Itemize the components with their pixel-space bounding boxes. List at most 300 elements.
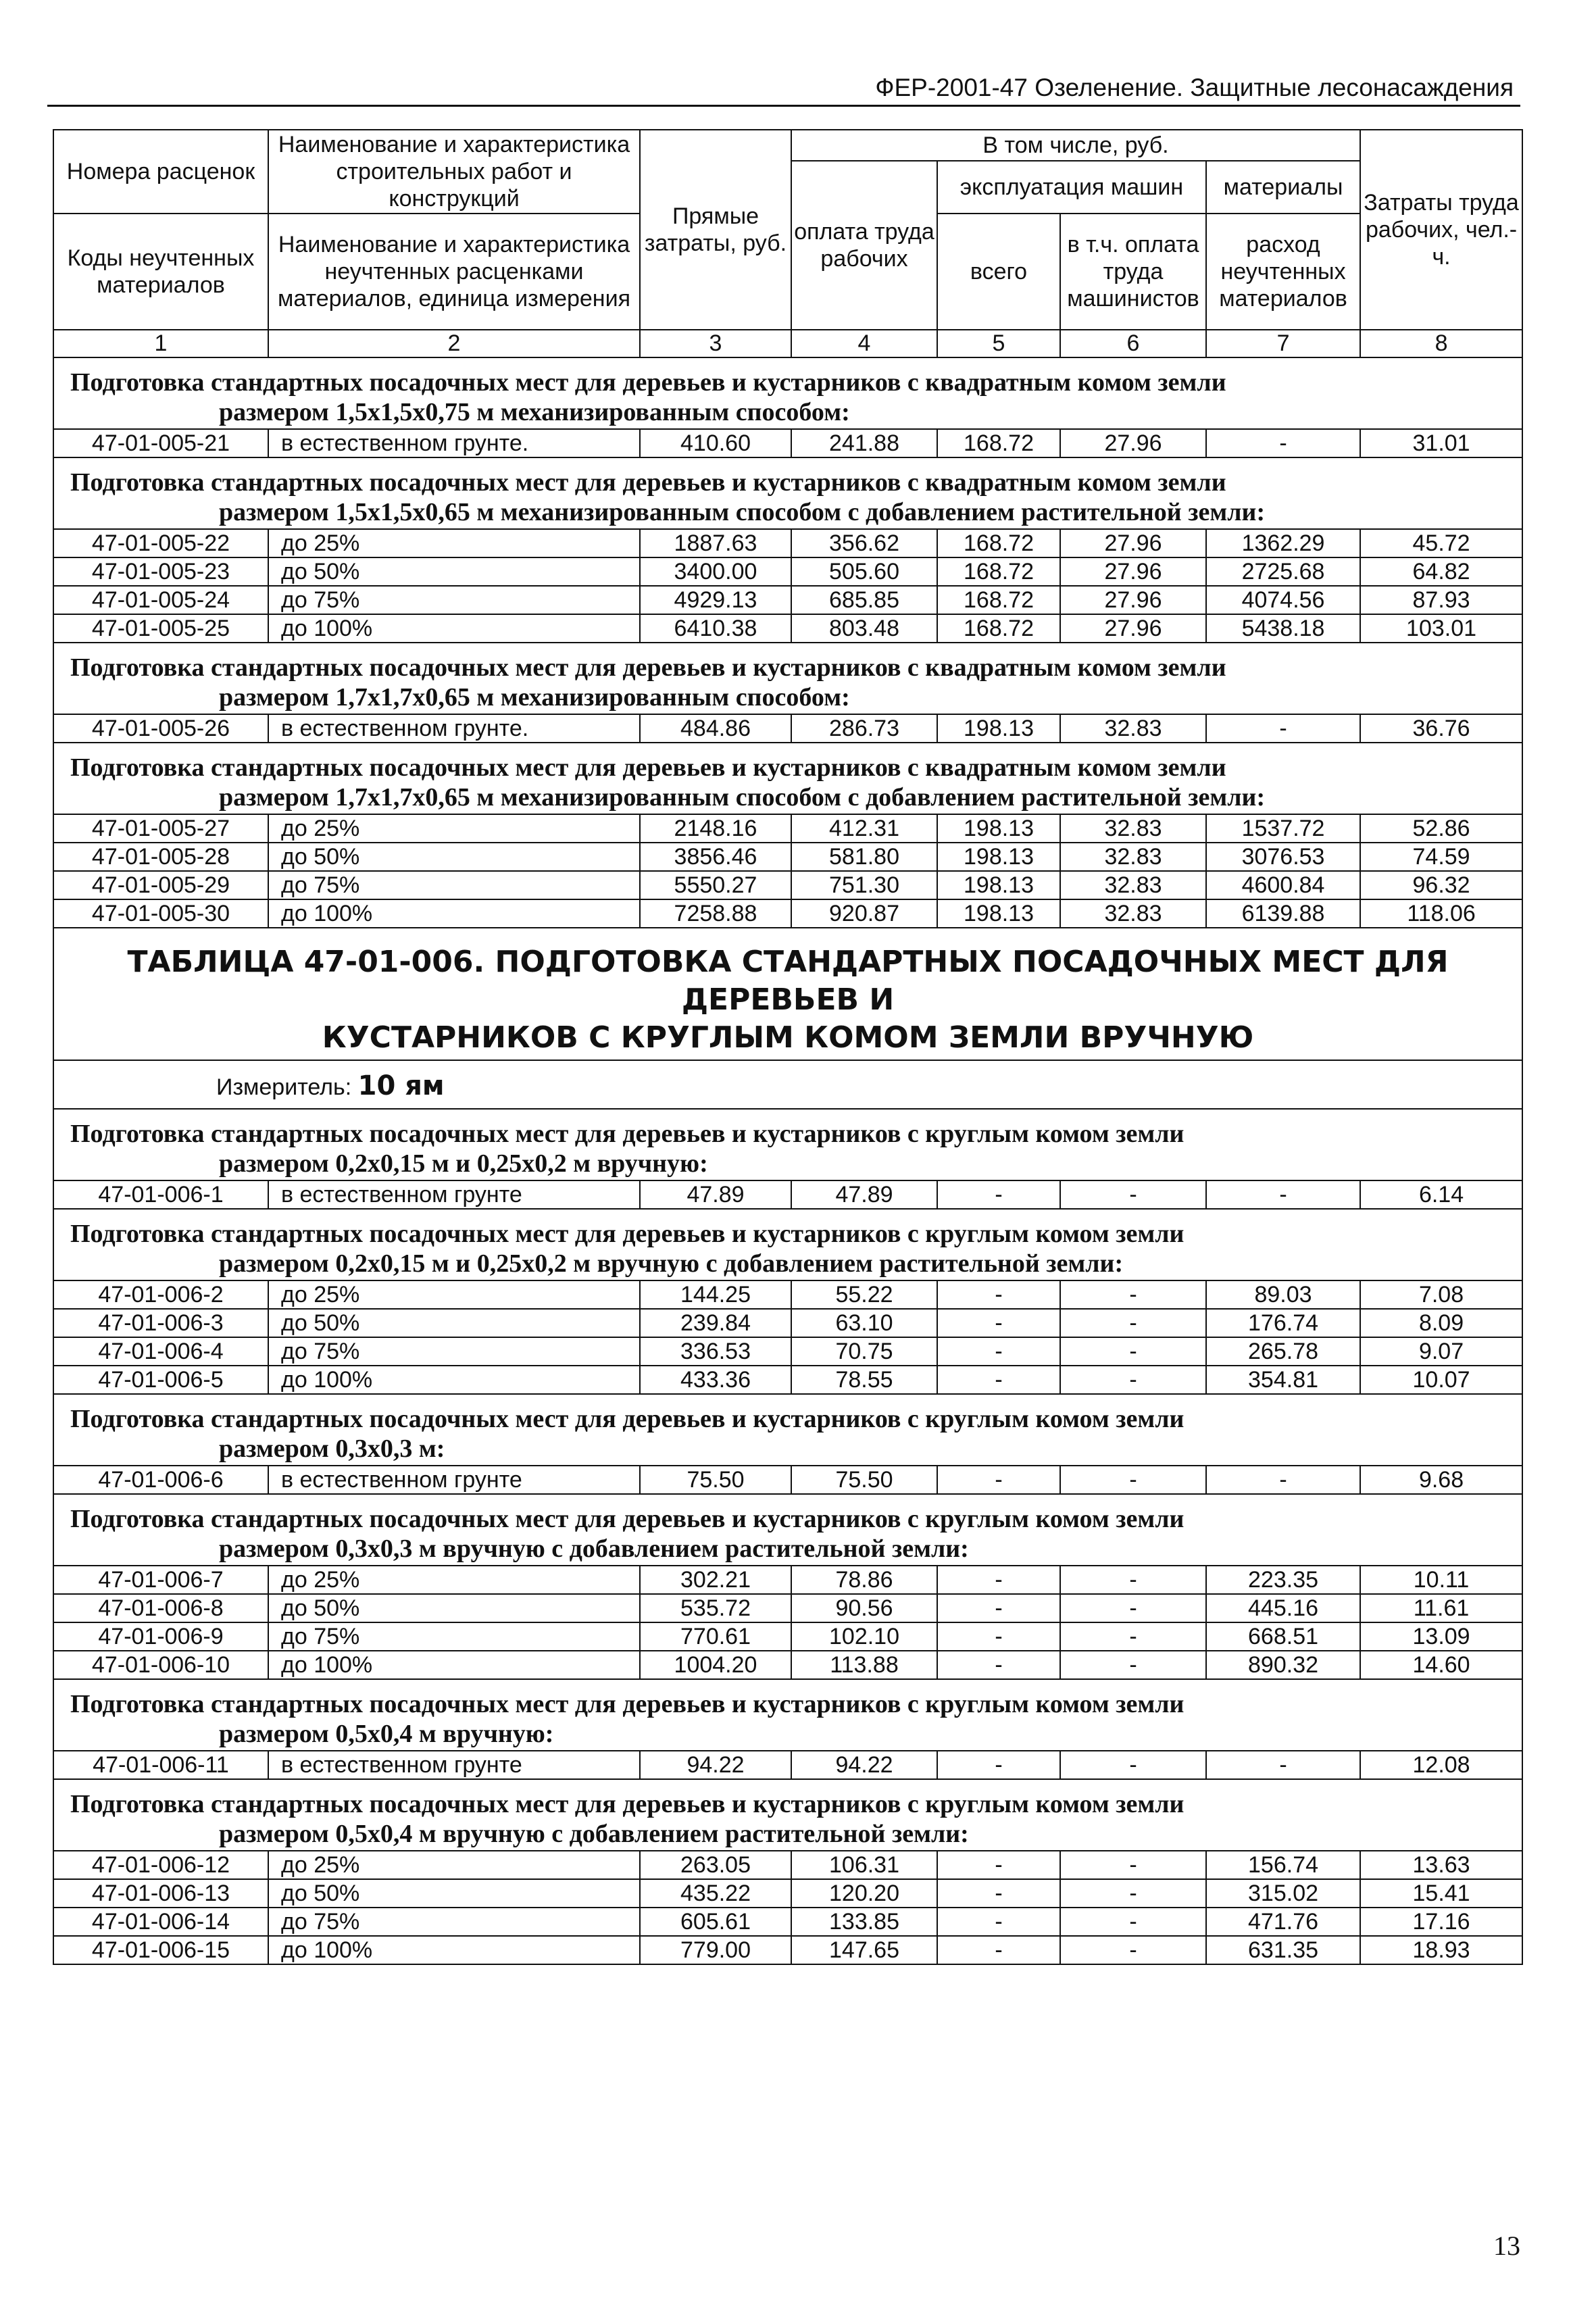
materials-cell: 631.35	[1206, 1936, 1360, 1964]
materials-cell: 354.81	[1206, 1366, 1360, 1394]
machinist-wage-cell: 32.83	[1060, 814, 1206, 843]
section-heading-row	[53, 1779, 1522, 1851]
rate-code-cell: 47-01-006-8	[53, 1594, 268, 1622]
labor-cell: 8.09	[1360, 1309, 1522, 1337]
column-number: 6	[1060, 330, 1206, 357]
machines-total-cell: 168.72	[937, 429, 1060, 457]
header-unaccounted-consumption: расход неучтенных материалов	[1206, 214, 1360, 330]
labor-cell: 17.16	[1360, 1908, 1522, 1936]
machinist-wage-cell: -	[1060, 1280, 1206, 1309]
direct-costs-cell: 3400.00	[640, 557, 791, 586]
wage-cell: 147.65	[791, 1936, 937, 1964]
labor-cell: 15.41	[1360, 1879, 1522, 1908]
machinist-wage-cell: -	[1060, 1309, 1206, 1337]
section-heading-line: размером 0,3х0,3 м вручную с добавлением растительной земли:	[219, 1535, 969, 1563]
section-heading-line: Подготовка стандартных посадочных мест для деревьев и кустарников с круглым комом земли	[70, 1405, 1184, 1433]
wage-cell: 102.10	[791, 1622, 937, 1651]
table-row	[53, 614, 1522, 643]
machines-total-cell: -	[937, 1337, 1060, 1366]
machinist-wage-cell: 32.83	[1060, 899, 1206, 928]
section-heading-row	[53, 457, 1522, 529]
rate-code-cell: 47-01-006-10	[53, 1651, 268, 1679]
wage-cell: 94.22	[791, 1751, 937, 1779]
work-description-cell: до 100%	[268, 1936, 640, 1964]
machines-total-cell: -	[937, 1936, 1060, 1964]
table-row	[53, 1280, 1522, 1309]
measure-label: Измеритель:	[216, 1074, 352, 1100]
machinist-wage-cell: -	[1060, 1366, 1206, 1394]
work-description-cell: до 75%	[268, 1908, 640, 1936]
direct-costs-cell: 3856.46	[640, 843, 791, 871]
work-description-cell: до 50%	[268, 843, 640, 871]
rate-code-cell: 47-01-005-21	[53, 429, 268, 457]
rate-code-cell: 47-01-005-24	[53, 586, 268, 614]
work-description-cell: до 100%	[268, 899, 640, 928]
wage-cell: 63.10	[791, 1309, 937, 1337]
work-description-cell: до 25%	[268, 1566, 640, 1594]
materials-cell: 471.76	[1206, 1908, 1360, 1936]
machines-total-cell: -	[937, 1566, 1060, 1594]
table-row	[53, 1936, 1522, 1964]
section-heading-line: размером 0,2х0,15 м и 0,25х0,2 м вручную с добавлением растительной земли:	[219, 1249, 1124, 1278]
work-description-cell: до 75%	[268, 586, 640, 614]
labor-cell: 9.07	[1360, 1337, 1522, 1366]
wage-cell: 803.48	[791, 614, 937, 643]
work-description-cell: до 75%	[268, 1622, 640, 1651]
direct-costs-cell: 1887.63	[640, 529, 791, 557]
direct-costs-cell: 336.53	[640, 1337, 791, 1366]
labor-cell: 87.93	[1360, 586, 1522, 614]
table-row	[53, 586, 1522, 614]
labor-cell: 14.60	[1360, 1651, 1522, 1679]
rate-code-cell: 47-01-006-3	[53, 1309, 268, 1337]
machines-total-cell: -	[937, 1908, 1060, 1936]
machines-total-cell: 168.72	[937, 529, 1060, 557]
section-heading-line: размером 0,5х0,4 м вручную:	[219, 1720, 554, 1748]
table-row	[53, 1366, 1522, 1394]
section-heading-line: размером 1,7х1,7х0,65 м механизированным способом с добавлением растительной земли:	[219, 783, 1266, 812]
machines-total-cell: -	[937, 1466, 1060, 1494]
table-title-line: КУСТАРНИКОВ С КРУГЛЫМ КОМОМ ЗЕМЛИ ВРУЧНУЮ	[322, 1020, 1254, 1055]
materials-cell: -	[1206, 1180, 1360, 1209]
machines-total-cell: -	[937, 1751, 1060, 1779]
labor-cell: 13.09	[1360, 1622, 1522, 1651]
machinist-wage-cell: 27.96	[1060, 586, 1206, 614]
wage-cell: 75.50	[791, 1466, 937, 1494]
labor-cell: 7.08	[1360, 1280, 1522, 1309]
labor-cell: 9.68	[1360, 1466, 1522, 1494]
section-heading-row	[53, 1109, 1522, 1180]
work-description-cell: до 50%	[268, 1879, 640, 1908]
machines-total-cell: -	[937, 1879, 1060, 1908]
section-heading	[53, 1494, 1522, 1566]
table-row	[53, 899, 1522, 928]
machines-total-cell: 198.13	[937, 843, 1060, 871]
wage-cell: 241.88	[791, 429, 937, 457]
machines-total-cell: 198.13	[937, 899, 1060, 928]
work-description-cell: до 100%	[268, 1651, 640, 1679]
table-row	[53, 814, 1522, 843]
header-unaccounted-materials: Наименование и характеристика неучтенных расценками материалов, единица измерения	[268, 214, 640, 330]
measure-unit	[53, 1060, 1522, 1109]
labor-cell: 45.72	[1360, 529, 1522, 557]
machines-total-cell: -	[937, 1309, 1060, 1337]
header-unaccounted-codes: Коды неучтенных материалов	[53, 214, 268, 330]
wage-cell: 78.86	[791, 1566, 937, 1594]
materials-cell: -	[1206, 1751, 1360, 1779]
rate-code-cell: 47-01-006-13	[53, 1879, 268, 1908]
section-heading	[53, 1109, 1522, 1180]
direct-costs-cell: 5550.27	[640, 871, 791, 899]
wage-cell: 106.31	[791, 1851, 937, 1879]
materials-cell: 2725.68	[1206, 557, 1360, 586]
labor-cell: 10.07	[1360, 1366, 1522, 1394]
materials-cell: 890.32	[1206, 1651, 1360, 1679]
rate-code-cell: 47-01-005-26	[53, 714, 268, 743]
wage-cell: 70.75	[791, 1337, 937, 1366]
labor-cell: 31.01	[1360, 429, 1522, 457]
table-title-row	[53, 928, 1522, 1060]
wage-cell: 286.73	[791, 714, 937, 743]
direct-costs-cell: 1004.20	[640, 1651, 791, 1679]
labor-cell: 74.59	[1360, 843, 1522, 871]
section-heading	[53, 1209, 1522, 1280]
section-heading-line: размером 0,5х0,4 м вручную с добавлением растительной земли:	[219, 1820, 969, 1848]
section-heading-line: размером 1,5х1,5х0,65 м механизированным способом с добавлением растительной земли:	[219, 498, 1266, 526]
machines-total-cell: -	[937, 1180, 1060, 1209]
table-row	[53, 1908, 1522, 1936]
materials-cell: 156.74	[1206, 1851, 1360, 1879]
machinist-wage-cell: -	[1060, 1851, 1206, 1879]
materials-cell: 265.78	[1206, 1337, 1360, 1366]
direct-costs-cell: 302.21	[640, 1566, 791, 1594]
wage-cell: 356.62	[791, 529, 937, 557]
work-description-cell: до 75%	[268, 1337, 640, 1366]
column-number: 3	[640, 330, 791, 357]
table-row	[53, 714, 1522, 743]
column-number: 8	[1360, 330, 1522, 357]
machinist-wage-cell: -	[1060, 1936, 1206, 1964]
direct-costs-cell: 484.86	[640, 714, 791, 743]
machinist-wage-cell: -	[1060, 1879, 1206, 1908]
direct-costs-cell: 4929.13	[640, 586, 791, 614]
direct-costs-cell: 7258.88	[640, 899, 791, 928]
labor-cell: 13.63	[1360, 1851, 1522, 1879]
machines-total-cell: -	[937, 1851, 1060, 1879]
rate-code-cell: 47-01-006-5	[53, 1366, 268, 1394]
machines-total-cell: -	[937, 1366, 1060, 1394]
section-heading	[53, 743, 1522, 814]
direct-costs-cell: 770.61	[640, 1622, 791, 1651]
materials-cell: 3076.53	[1206, 843, 1360, 871]
section-heading	[53, 457, 1522, 529]
wage-cell: 90.56	[791, 1594, 937, 1622]
page-number: 13	[1493, 2231, 1520, 2261]
direct-costs-cell: 433.36	[640, 1366, 791, 1394]
work-description-cell: в естественном грунте	[268, 1466, 640, 1494]
materials-cell: 445.16	[1206, 1594, 1360, 1622]
section-heading-line: Подготовка стандартных посадочных мест для деревьев и кустарников с квадратным комом земли	[70, 468, 1226, 497]
labor-cell: 10.11	[1360, 1566, 1522, 1594]
section-heading	[53, 1779, 1522, 1851]
section-heading-line: размером 1,5х1,5х0,75 м механизированным способом:	[219, 398, 850, 426]
section-heading	[53, 643, 1522, 714]
table-row	[53, 1879, 1522, 1908]
labor-cell: 52.86	[1360, 814, 1522, 843]
table-row	[53, 1751, 1522, 1779]
materials-cell: -	[1206, 1466, 1360, 1494]
table-row	[53, 1594, 1522, 1622]
section-heading	[53, 1679, 1522, 1751]
work-description-cell: в естественном грунте.	[268, 714, 640, 743]
header-work-name: Наименование и характеристика строительных работ и конструкций	[268, 130, 640, 214]
table-row	[53, 871, 1522, 899]
materials-cell: 1362.29	[1206, 529, 1360, 557]
direct-costs-cell: 605.61	[640, 1908, 791, 1936]
direct-costs-cell: 779.00	[640, 1936, 791, 1964]
column-number: 2	[268, 330, 640, 357]
section-heading-line: размером 0,2х0,15 м и 0,25х0,2 м вручную:	[219, 1149, 708, 1178]
table-row	[53, 429, 1522, 457]
rate-code-cell: 47-01-006-2	[53, 1280, 268, 1309]
section-heading-line: размером 0,3х0,3 м:	[219, 1435, 445, 1463]
machinist-wage-cell: -	[1060, 1908, 1206, 1936]
labor-cell: 12.08	[1360, 1751, 1522, 1779]
machinist-wage-cell: -	[1060, 1180, 1206, 1209]
header-direct-costs: Прямые затраты, руб.	[640, 130, 791, 330]
rate-code-cell: 47-01-005-28	[53, 843, 268, 871]
direct-costs-cell: 435.22	[640, 1879, 791, 1908]
labor-cell: 96.32	[1360, 871, 1522, 899]
column-number-row	[53, 330, 1522, 357]
table-row	[53, 1180, 1522, 1209]
table-row	[53, 843, 1522, 871]
wage-cell: 133.85	[791, 1908, 937, 1936]
wage-cell: 113.88	[791, 1651, 937, 1679]
materials-cell: 6139.88	[1206, 899, 1360, 928]
direct-costs-cell: 144.25	[640, 1280, 791, 1309]
work-description-cell: до 25%	[268, 814, 640, 843]
rate-code-cell: 47-01-006-15	[53, 1936, 268, 1964]
direct-costs-cell: 2148.16	[640, 814, 791, 843]
wage-cell: 55.22	[791, 1280, 937, 1309]
materials-cell: 4600.84	[1206, 871, 1360, 899]
running-header	[47, 66, 1520, 107]
rate-code-cell: 47-01-006-1	[53, 1180, 268, 1209]
wage-cell: 120.20	[791, 1879, 937, 1908]
labor-cell: 64.82	[1360, 557, 1522, 586]
section-heading-line: Подготовка стандартных посадочных мест для деревьев и кустарников с круглым комом земли	[70, 1505, 1184, 1533]
labor-cell: 103.01	[1360, 614, 1522, 643]
header-machinist-wage: в т.ч. оплата труда машинистов	[1060, 214, 1206, 330]
wage-cell: 412.31	[791, 814, 937, 843]
machines-total-cell: 168.72	[937, 557, 1060, 586]
wage-cell: 581.80	[791, 843, 937, 871]
machines-total-cell: 198.13	[937, 714, 1060, 743]
machinist-wage-cell: 27.96	[1060, 557, 1206, 586]
table-title	[53, 928, 1522, 1060]
rate-code-cell: 47-01-006-11	[53, 1751, 268, 1779]
machines-total-cell: 168.72	[937, 586, 1060, 614]
work-description-cell: до 50%	[268, 1594, 640, 1622]
machines-total-cell: -	[937, 1594, 1060, 1622]
section-heading-line: размером 1,7х1,7х0,65 м механизированным способом:	[219, 683, 850, 712]
section-heading-row	[53, 1394, 1522, 1466]
work-description-cell: до 50%	[268, 557, 640, 586]
section-heading-row	[53, 1209, 1522, 1280]
direct-costs-cell: 535.72	[640, 1594, 791, 1622]
header-rate-numbers: Номера расценок	[53, 130, 268, 214]
direct-costs-cell: 263.05	[640, 1851, 791, 1879]
materials-cell: -	[1206, 429, 1360, 457]
work-description-cell: в естественном грунте	[268, 1180, 640, 1209]
wage-cell: 751.30	[791, 871, 937, 899]
materials-cell: 315.02	[1206, 1879, 1360, 1908]
machinist-wage-cell: 32.83	[1060, 871, 1206, 899]
section-heading-line: Подготовка стандартных посадочных мест для деревьев и кустарников с круглым комом земли	[70, 1120, 1184, 1148]
work-description-cell: в естественном грунте	[268, 1751, 640, 1779]
machinist-wage-cell: -	[1060, 1337, 1206, 1366]
work-description-cell: в естественном грунте.	[268, 429, 640, 457]
column-number: 5	[937, 330, 1060, 357]
direct-costs-cell: 410.60	[640, 429, 791, 457]
rate-code-cell: 47-01-005-27	[53, 814, 268, 843]
section-heading-line: Подготовка стандартных посадочных мест для деревьев и кустарников с круглым комом земли	[70, 1790, 1184, 1818]
direct-costs-cell: 239.84	[640, 1309, 791, 1337]
wage-cell: 78.55	[791, 1366, 937, 1394]
machines-total-cell: 198.13	[937, 814, 1060, 843]
labor-cell: 6.14	[1360, 1180, 1522, 1209]
rate-code-cell: 47-01-005-22	[53, 529, 268, 557]
section-heading-line: Подготовка стандартных посадочных мест для деревьев и кустарников с квадратным комом земли	[70, 653, 1226, 682]
header-materials: материалы	[1206, 161, 1360, 214]
table-row	[53, 1651, 1522, 1679]
materials-cell: 89.03	[1206, 1280, 1360, 1309]
rate-code-cell: 47-01-005-23	[53, 557, 268, 586]
machinist-wage-cell: 32.83	[1060, 714, 1206, 743]
machinist-wage-cell: 27.96	[1060, 529, 1206, 557]
machines-total-cell: -	[937, 1651, 1060, 1679]
header-including: В том числе, руб.	[791, 130, 1360, 161]
materials-cell: 223.35	[1206, 1566, 1360, 1594]
machinist-wage-cell: -	[1060, 1751, 1206, 1779]
table-row	[53, 1566, 1522, 1594]
machinist-wage-cell: -	[1060, 1594, 1206, 1622]
table-row	[53, 1622, 1522, 1651]
materials-cell: 668.51	[1206, 1622, 1360, 1651]
column-number: 1	[53, 330, 268, 357]
machinist-wage-cell: -	[1060, 1466, 1206, 1494]
machinist-wage-cell: 27.96	[1060, 614, 1206, 643]
section-heading-row	[53, 357, 1522, 429]
labor-cell: 18.93	[1360, 1936, 1522, 1964]
wage-cell: 47.89	[791, 1180, 937, 1209]
rate-code-cell: 47-01-006-9	[53, 1622, 268, 1651]
machinist-wage-cell: -	[1060, 1651, 1206, 1679]
materials-cell: 1537.72	[1206, 814, 1360, 843]
section-heading-line: Подготовка стандартных посадочных мест для деревьев и кустарников с круглым комом земли	[70, 1220, 1184, 1248]
machinist-wage-cell: -	[1060, 1622, 1206, 1651]
table-body	[53, 130, 1522, 1964]
table-row	[53, 1337, 1522, 1366]
machines-total-cell: 198.13	[937, 871, 1060, 899]
section-heading-row	[53, 743, 1522, 814]
table-row	[53, 529, 1522, 557]
section-heading-row	[53, 1679, 1522, 1751]
section-heading-row	[53, 1494, 1522, 1566]
table-row	[53, 1466, 1522, 1494]
measure-row	[53, 1060, 1522, 1109]
direct-costs-cell: 75.50	[640, 1466, 791, 1494]
section-heading-line: Подготовка стандартных посадочных мест для деревьев и кустарников с квадратным комом земли	[70, 368, 1226, 397]
machines-total-cell: -	[937, 1280, 1060, 1309]
rate-code-cell: 47-01-006-12	[53, 1851, 268, 1879]
rate-code-cell: 47-01-006-14	[53, 1908, 268, 1936]
rate-code-cell: 47-01-006-7	[53, 1566, 268, 1594]
table-row	[53, 557, 1522, 586]
section-heading-line: Подготовка стандартных посадочных мест для деревьев и кустарников с круглым комом земли	[70, 1690, 1184, 1718]
rate-code-cell: 47-01-005-25	[53, 614, 268, 643]
work-description-cell: до 100%	[268, 1366, 640, 1394]
materials-cell: 5438.18	[1206, 614, 1360, 643]
section-heading	[53, 1394, 1522, 1466]
wage-cell: 920.87	[791, 899, 937, 928]
work-description-cell: до 50%	[268, 1309, 640, 1337]
rate-code-cell: 47-01-006-6	[53, 1466, 268, 1494]
header-wage: оплата труда рабочих	[791, 161, 937, 330]
rate-code-cell: 47-01-006-4	[53, 1337, 268, 1366]
materials-cell: -	[1206, 714, 1360, 743]
labor-cell: 11.61	[1360, 1594, 1522, 1622]
machines-total-cell: -	[937, 1622, 1060, 1651]
direct-costs-cell: 47.89	[640, 1180, 791, 1209]
direct-costs-cell: 94.22	[640, 1751, 791, 1779]
rate-code-cell: 47-01-005-30	[53, 899, 268, 928]
direct-costs-cell: 6410.38	[640, 614, 791, 643]
section-heading	[53, 357, 1522, 429]
running-title: ФЕР-2001-47 Озеленение. Защитные лесонасаждения	[875, 74, 1514, 101]
column-number: 4	[791, 330, 937, 357]
wage-cell: 505.60	[791, 557, 937, 586]
work-description-cell: до 25%	[268, 1851, 640, 1879]
materials-cell: 176.74	[1206, 1309, 1360, 1337]
column-number: 7	[1206, 330, 1360, 357]
work-description-cell: до 100%	[268, 614, 640, 643]
labor-cell: 36.76	[1360, 714, 1522, 743]
table-row	[53, 1309, 1522, 1337]
work-description-cell: до 25%	[268, 529, 640, 557]
machinist-wage-cell: -	[1060, 1566, 1206, 1594]
header-labor-costs: Затраты труда рабочих, чел.-ч.	[1360, 130, 1522, 330]
machines-total-cell: 168.72	[937, 614, 1060, 643]
table-row	[53, 1851, 1522, 1879]
section-heading-line: Подготовка стандартных посадочных мест для деревьев и кустарников с квадратным комом земли	[70, 753, 1226, 782]
rate-code-cell: 47-01-005-29	[53, 871, 268, 899]
machinist-wage-cell: 27.96	[1060, 429, 1206, 457]
measure-value: 10 ям	[357, 1070, 445, 1101]
work-description-cell: до 75%	[268, 871, 640, 899]
materials-cell: 4074.56	[1206, 586, 1360, 614]
machinist-wage-cell: 32.83	[1060, 843, 1206, 871]
rates-table	[53, 129, 1523, 1965]
header-machines: эксплуатация машин	[937, 161, 1206, 214]
labor-cell: 118.06	[1360, 899, 1522, 928]
wage-cell: 685.85	[791, 586, 937, 614]
header-machines-total: всего	[937, 214, 1060, 330]
section-heading-row	[53, 643, 1522, 714]
table-title-line: ТАБЛИЦА 47-01-006. ПОДГОТОВКА СТАНДАРТНЫХ ПОСАДОЧНЫХ МЕСТ ДЛЯ ДЕРЕВЬЕВ И	[127, 945, 1449, 1017]
work-description-cell: до 25%	[268, 1280, 640, 1309]
